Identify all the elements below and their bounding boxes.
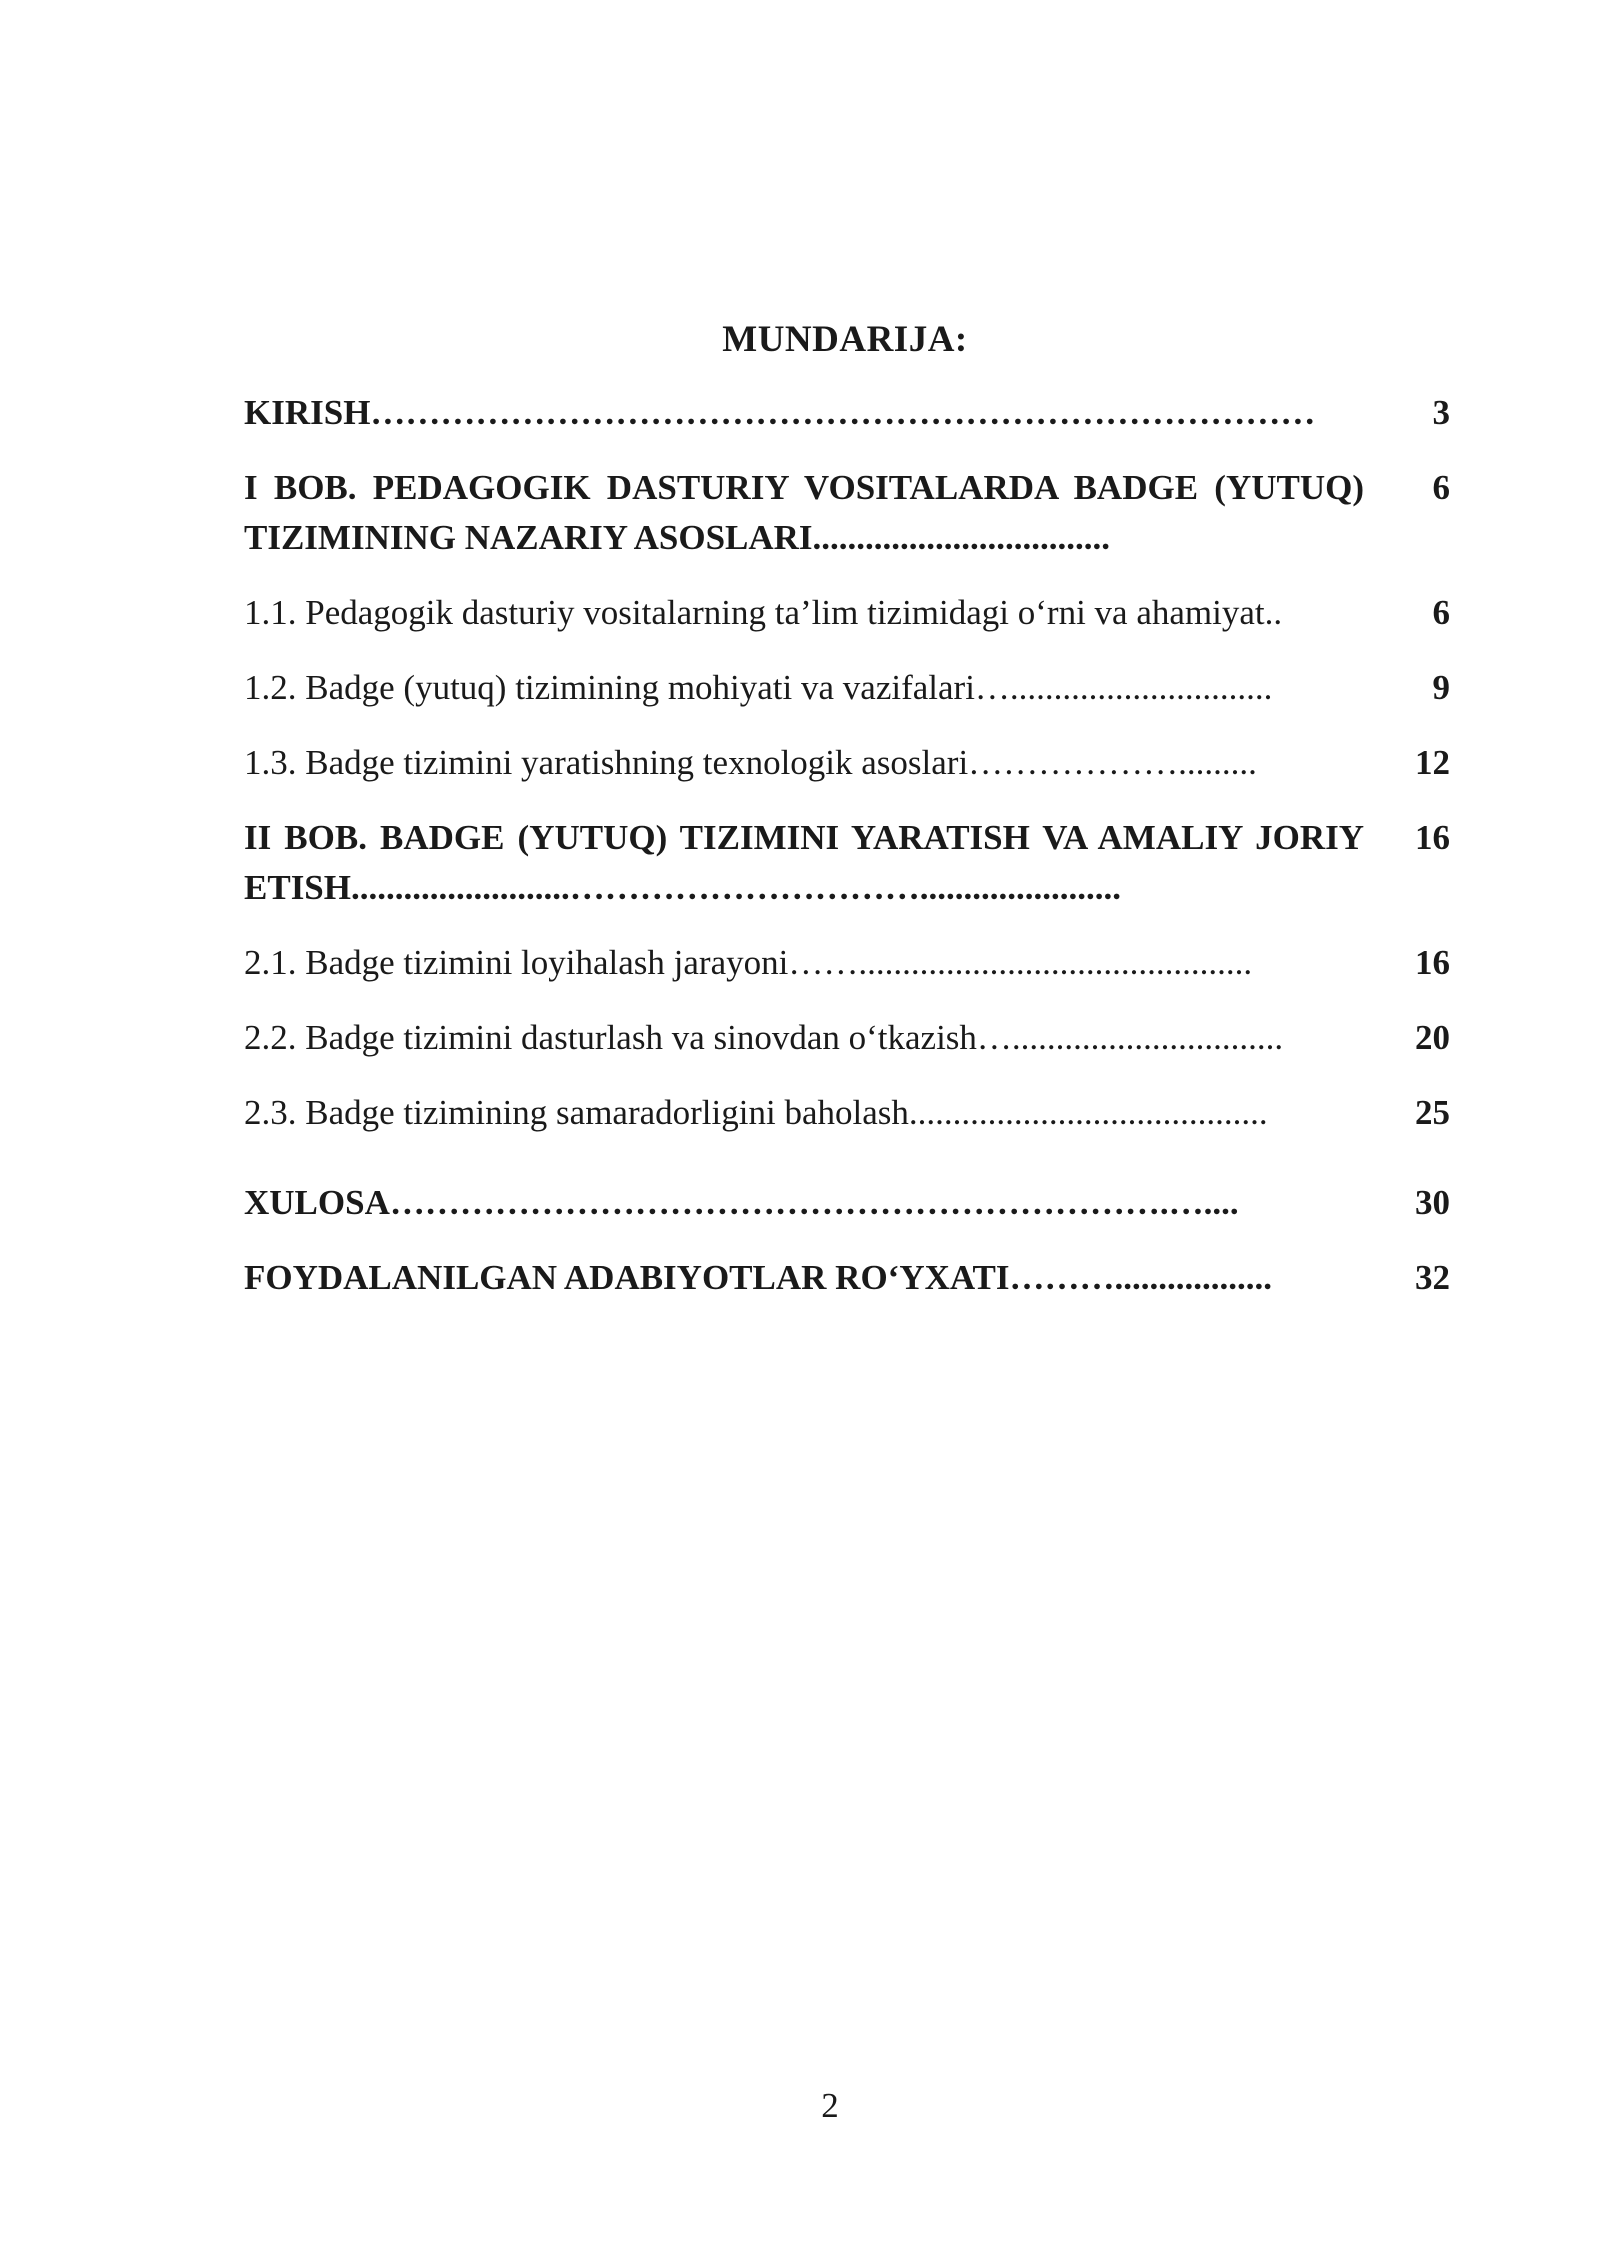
toc-entry-section-2-3: [244, 1088, 1450, 1138]
toc-entry-page: 25: [1415, 1093, 1450, 1132]
toc-entry-text: XULOSA………………………………………………………….…....: [244, 1183, 1239, 1222]
toc-entry-page: 16: [1415, 943, 1450, 982]
toc-entry-chapter-1: [244, 463, 1450, 563]
toc-entry-references: [244, 1253, 1450, 1303]
toc-entry-section-2-1: [244, 938, 1450, 988]
toc-entry-chapter-2: [244, 813, 1450, 913]
toc-title: MUNDARIJA:: [722, 319, 968, 360]
toc-entry-page: 30: [1415, 1183, 1450, 1222]
toc-entry-page: 9: [1432, 668, 1450, 707]
toc-entry-text: FOYDALANILGAN ADABIYOTLAR RO‘YXATI………..................: [244, 1258, 1273, 1297]
toc-entry-text: KIRISH………………………………………………………………………: [244, 393, 1316, 432]
toc-entry-text: 2.3. Badge tizimining samaradorligini baholash.........................................: [244, 1093, 1268, 1132]
toc-entry-page: 3: [1432, 393, 1450, 432]
toc-entry-page: 6: [1432, 468, 1450, 507]
toc-entry-text: II BOB. BADGE (YUTUQ) TIZIMINI YARATISH VA AMALIY JORIY ETISH.........................………………………….......................: [244, 818, 1364, 907]
toc-entry-kirish: [244, 388, 1450, 438]
toc-entry-section-1-3: [244, 738, 1450, 788]
toc-entry-page: 32: [1415, 1258, 1450, 1297]
page-number: 2: [821, 2086, 839, 2125]
toc-entry-text: 2.2. Badge tizimini dasturlash va sinovdan o‘tkazish…...............................: [244, 1018, 1284, 1057]
toc-entry-text: I BOB. PEDAGOGIK DASTURIY VOSITALARDA BADGE (YUTUQ) TIZIMINING NAZARIY ASOSLARI..................................: [244, 468, 1364, 557]
toc-entry-text: 1.1. Pedagogik dasturiy vositalarning ta’lim tizimidagi o‘rni va ahamiyat..: [244, 593, 1283, 632]
toc-entry-text: 2.1. Badge tizimini loyihalash jarayoni…….............................................: [244, 943, 1253, 982]
toc-entry-page: 12: [1415, 743, 1450, 782]
toc-entry-text: 1.3. Badge tizimini yaratishning texnologik asoslari……………….........: [244, 743, 1257, 782]
toc-entry-section-2-2: [244, 1013, 1450, 1063]
toc-entry-section-1-1: [244, 588, 1450, 638]
toc-entry-section-1-2: [244, 663, 1450, 713]
toc-entry-page: 20: [1415, 1018, 1450, 1057]
toc-entry-text: 1.2. Badge (yutuq) tizimining mohiyati va vazifalari…..............................: [244, 668, 1273, 707]
toc-entry-page: 16: [1415, 818, 1450, 857]
toc-entry-page: 6: [1432, 593, 1450, 632]
toc-entry-xulosa: [244, 1178, 1450, 1228]
table-of-contents: [244, 388, 1450, 1328]
